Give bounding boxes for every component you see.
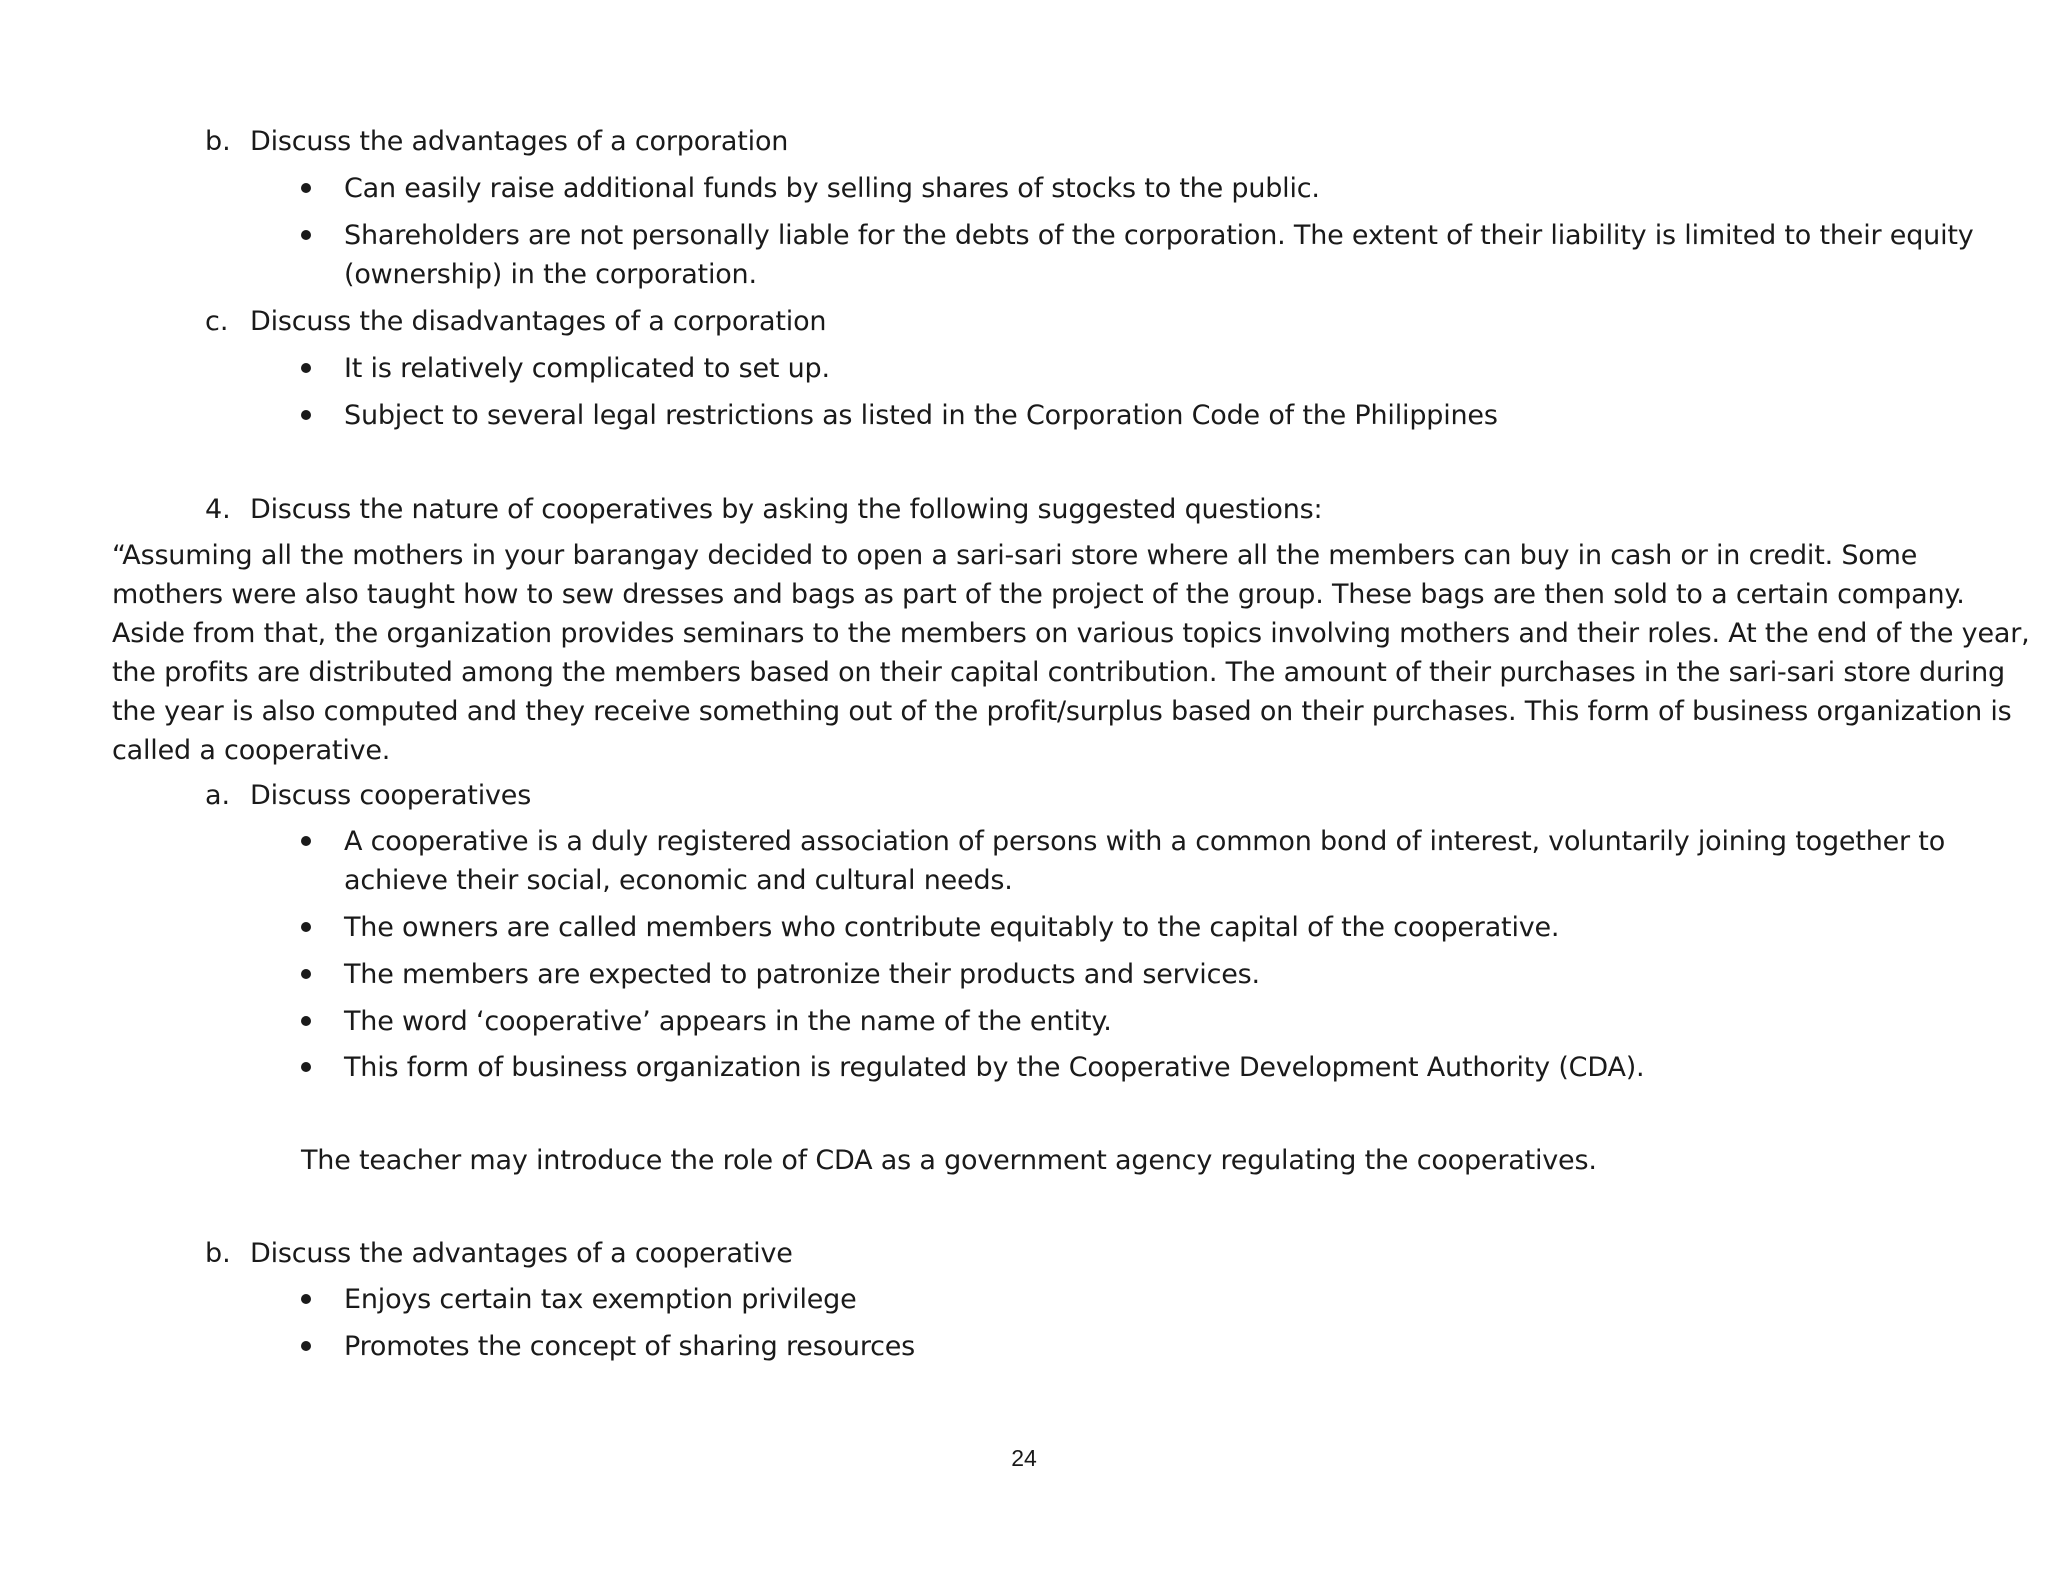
- section-heading-discuss-cooperatives: Discuss cooperatives: [250, 780, 532, 811]
- bullet-text: The members are expected to patronize their products and services.: [344, 959, 1260, 990]
- bullet-text-continuation: (ownership) in the corporation.: [344, 259, 757, 290]
- paragraph-line: “Assuming all the mothers in your barangay decided to open a sari-sari store where all the members can buy in cash or in credit. Some: [112, 540, 1918, 571]
- paragraph-line: mothers were also taught how to sew dresses and bags as part of the project of the group. These bags are then sold to a certain company.: [112, 579, 1965, 610]
- paragraph-line: Aside from that, the organization provides seminars to the members on various topics involving mothers and their roles. At the end of the year,: [112, 618, 2030, 649]
- bullet-dot: [301, 1016, 311, 1026]
- bullet-text: Can easily raise additional funds by selling shares of stocks to the public.: [344, 173, 1320, 204]
- list-marker-a: a.: [205, 780, 231, 811]
- list-marker-b: b.: [205, 126, 231, 157]
- bullet-dot: [301, 1294, 311, 1304]
- bullet-dot: [301, 1062, 311, 1072]
- paragraph-line: the year is also computed and they receive something out of the profit/surplus based on their purchases. This form of business organization is: [112, 696, 2012, 727]
- bullet-text: Subject to several legal restrictions as listed in the Corporation Code of the Philippines: [344, 400, 1498, 431]
- page-number: 24: [1011, 1445, 1037, 1471]
- section-heading-cooperatives-nature: Discuss the nature of cooperatives by asking the following suggested questions:: [250, 494, 1323, 525]
- bullet-dot: [301, 922, 311, 932]
- bullet-text: This form of business organization is regulated by the Cooperative Development Authority (CDA).: [344, 1052, 1645, 1083]
- bullet-dot: [301, 183, 311, 193]
- bullet-text: A cooperative is a duly registered association of persons with a common bond of interest, voluntarily joining together to: [344, 826, 1946, 857]
- bullet-dot: [301, 363, 311, 373]
- bullet-dot: [301, 836, 311, 846]
- bullet-text-continuation: achieve their social, economic and cultural needs.: [344, 865, 1013, 896]
- section-heading-cooperative-advantages: Discuss the advantages of a cooperative: [250, 1238, 793, 1269]
- section-heading-corporation-advantages: Discuss the advantages of a corporation: [250, 126, 789, 157]
- bullet-dot: [301, 230, 311, 240]
- bullet-text: Enjoys certain tax exemption privilege: [344, 1284, 857, 1315]
- bullet-text: The owners are called members who contribute equitably to the capital of the cooperative.: [344, 912, 1560, 943]
- bullet-dot: [301, 410, 311, 420]
- section-heading-corporation-disadvantages: Discuss the disadvantages of a corporation: [250, 306, 827, 337]
- bullet-text: It is relatively complicated to set up.: [344, 353, 830, 384]
- list-marker-c: c.: [205, 306, 229, 337]
- teacher-note: The teacher may introduce the role of CDA as a government agency regulating the cooperatives.: [301, 1145, 1597, 1176]
- paragraph-line: the profits are distributed among the members based on their capital contribution. The amount of their purchases in the sari-sari store during: [112, 657, 2005, 688]
- bullet-text: The word ‘cooperative’ appears in the name of the entity.: [344, 1006, 1112, 1037]
- bullet-dot: [301, 1341, 311, 1351]
- bullet-text: Shareholders are not personally liable for the debts of the corporation. The extent of their liability is limited to their equity: [344, 220, 1974, 251]
- list-marker-4: 4.: [205, 494, 231, 525]
- bullet-dot: [301, 969, 311, 979]
- paragraph-line: called a cooperative.: [112, 735, 391, 766]
- bullet-text: Promotes the concept of sharing resources: [344, 1331, 916, 1362]
- scenario-paragraph: [112, 536, 2030, 770]
- list-marker-b: b.: [205, 1238, 231, 1269]
